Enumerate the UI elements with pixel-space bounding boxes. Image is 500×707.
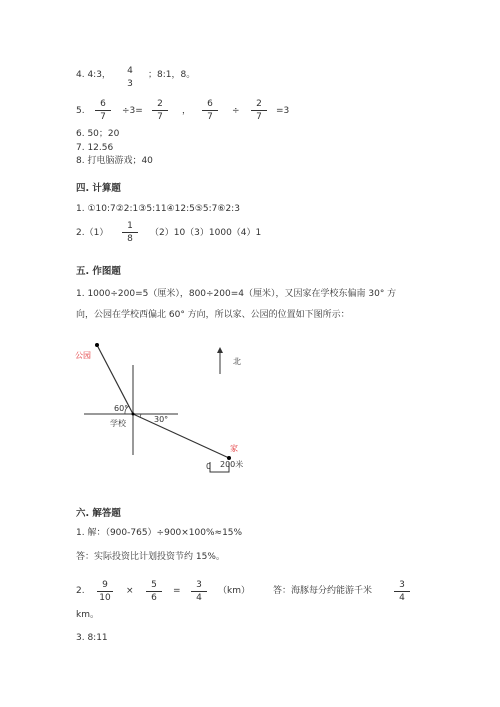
fraction-denominator: 7 [256,112,262,122]
section6-item2-answer: 答：海豚每分约能游千米 [273,586,373,596]
q4-rest: ；8:1，8。 [148,70,196,80]
fraction-numerator: 2 [157,99,163,109]
section6-eq: = [173,586,181,596]
fraction-denominator: 4 [196,593,202,603]
angle-30-label: 30° [154,415,169,424]
scale-zero-label: 0 [206,462,212,471]
section6-item3: 3. 8:11 [76,633,108,643]
q5-result: =3 [276,106,290,116]
q5-sep: ， [182,106,192,116]
section4-item2-b: （2）10（3）1000（4）1 [150,228,262,238]
section6-item1: 1. 解：（900-765）÷900×100%≈15% [76,528,243,538]
q7-text: 7. 12.56 [76,143,114,153]
section4-item2-a: 2.（1） [76,228,109,238]
section6-fraction-2 [146,580,162,603]
fraction-numerator: 1 [127,221,133,231]
section6-unit: （km） [218,586,250,596]
fraction-numerator: 3 [196,580,202,590]
school-label: 学校 [110,419,126,428]
fraction-numerator: 6 [207,99,213,109]
fraction-denominator: 10 [99,593,111,603]
north-label: 北 [233,357,241,366]
section6-fraction-4 [394,580,410,603]
section5-line2: 向，公园在学校西偏北 60° 方向，所以家、公园的位置如下图所示： [76,310,350,320]
fraction-numerator: 9 [102,580,108,590]
q5-label: 5. [76,106,85,116]
q5-op1: ÷3= [122,106,143,116]
school-point [132,413,135,416]
fraction-denominator: 7 [100,112,106,122]
section6-op1: × [126,586,134,596]
fraction-numerator: 3 [399,580,405,590]
angle-60-label: 60° [114,404,129,413]
section6-item2-tail: km。 [76,610,99,620]
section6-item2-label: 2. [76,586,85,596]
section6-title: 六. 解答题 [76,508,121,519]
fraction-numerator: 6 [100,99,106,109]
home-label: 家 [230,444,238,453]
q8-text: 8. 打电脑游戏；40 [76,156,153,166]
park-point [95,343,99,347]
section4-item1: 1. ①10:7②2:1③5:11④12:5⑤5:7⑥2:3 [76,204,240,214]
section6-fraction-1 [97,580,113,603]
fraction-denominator: 7 [157,112,163,122]
section6-answer1: 答：实际投资比计划投资节约 15%。 [76,552,225,562]
fraction-numerator: 2 [256,99,262,109]
section5-line1: 1. 1000÷200=5（厘米），800÷200=4（厘米），又因家在学校东偏南 30° 方 [76,289,397,299]
section5-title: 五. 作图题 [76,266,121,277]
q4-fraction-numerator: 4 [127,66,133,76]
section4-title: 四. 计算题 [76,183,121,194]
q6-text: 6. 50；20 [76,129,120,139]
section6-fraction-3 [191,580,207,603]
fraction-denominator: 4 [399,593,405,603]
line-to-home [133,414,229,458]
north-arrow-head [217,347,223,353]
fraction-denominator: 6 [151,593,157,603]
q4-fraction-denominator: 3 [127,79,133,89]
q5-op2: ÷ [232,106,240,116]
fraction-denominator: 8 [127,234,133,244]
scale-length-label: 200米 [220,460,244,469]
fraction-denominator: 7 [207,112,213,122]
q4-text: 4. 4:3， [76,70,111,80]
fraction-numerator: 5 [151,580,157,590]
park-label: 公园 [75,351,91,360]
